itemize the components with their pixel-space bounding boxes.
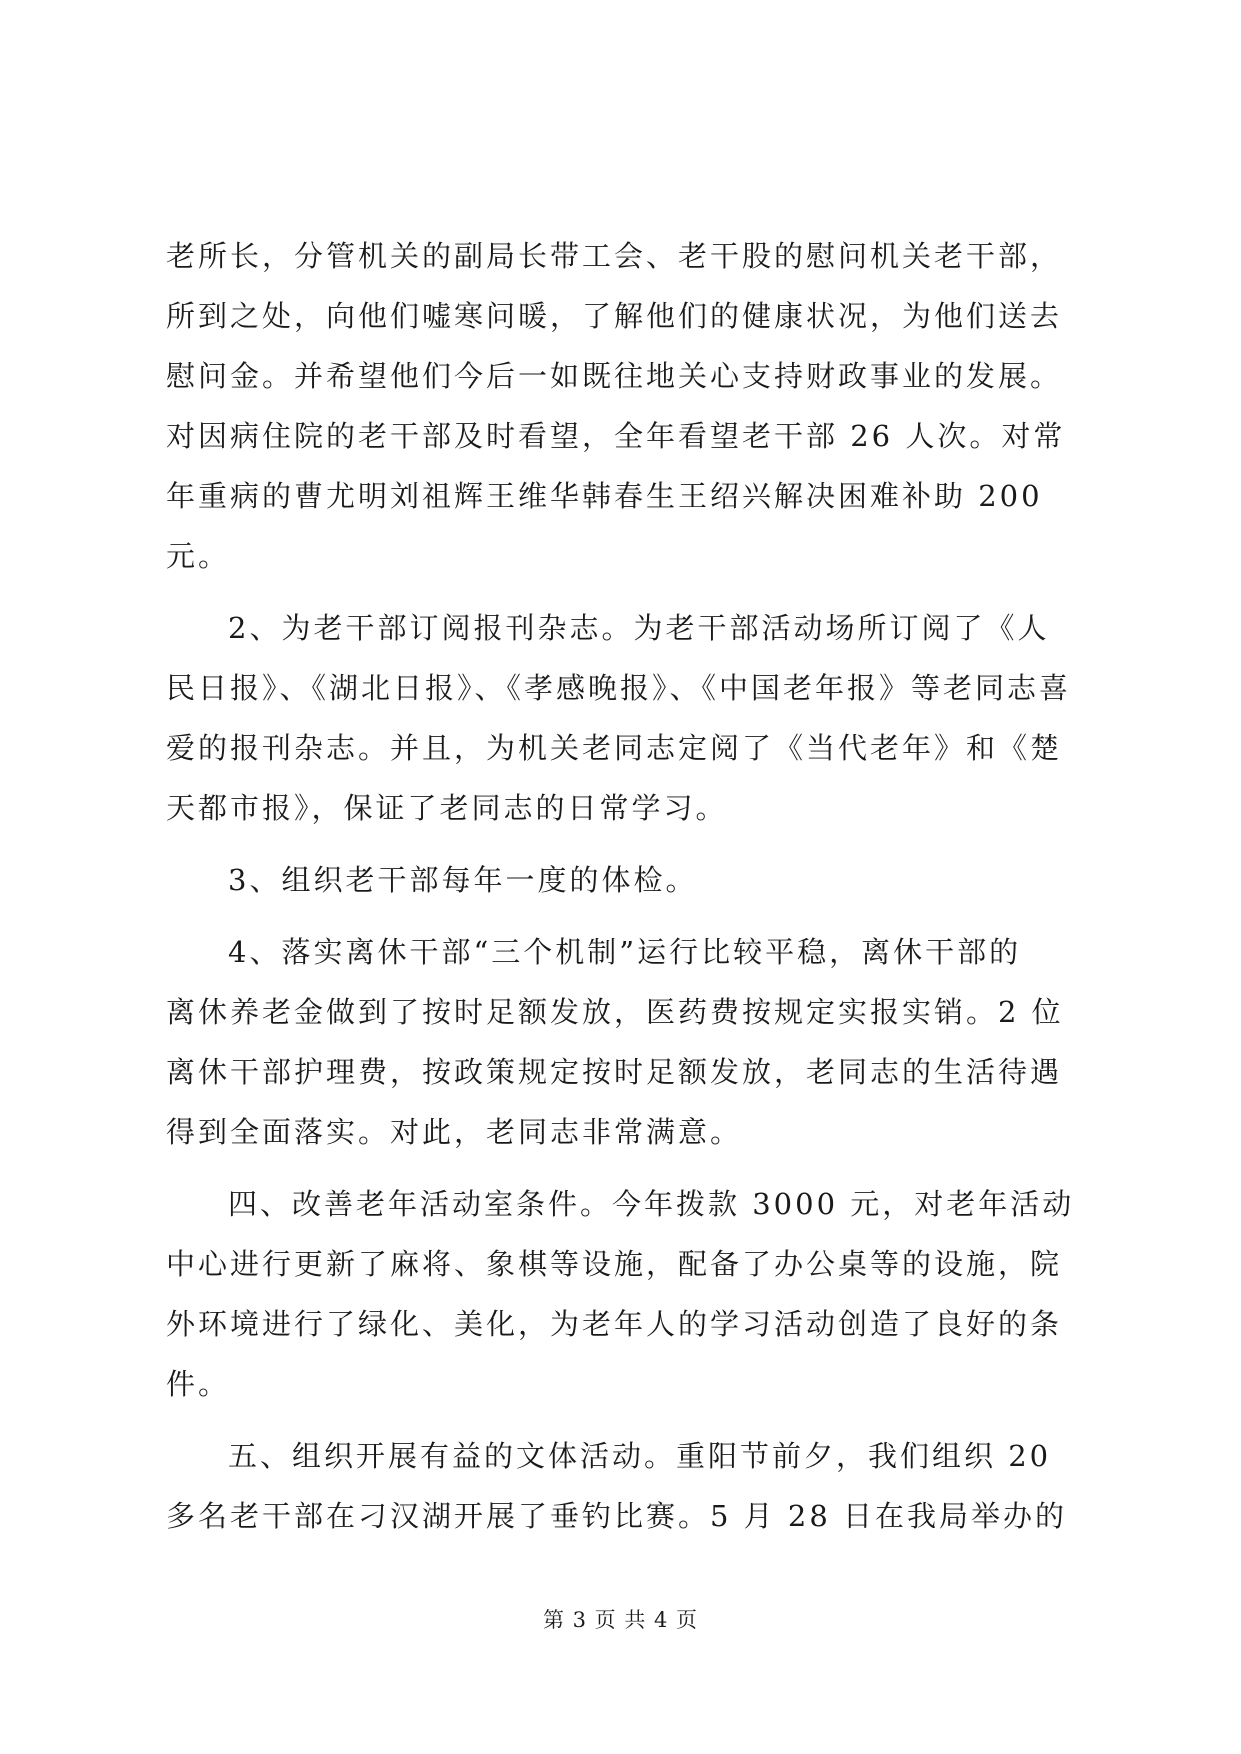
- text-line: 爱的报刊杂志。并且，为机关老同志定阅了《当代老年》和《楚: [166, 731, 1063, 765]
- text-line: 件。: [166, 1367, 231, 1401]
- text-line: 外环境进行了绿化、美化，为老年人的学习活动创造了良好的条: [166, 1307, 1063, 1341]
- text-line: 慰问金。并希望他们今后一如既往地关心支持财政事业的发展。: [166, 359, 1063, 393]
- text-line: 老所长，分管机关的副局长带工会、老干股的慰问机关老干部，: [166, 239, 1063, 273]
- text-line: 天都市报》，保证了老同志的日常学习。: [166, 791, 728, 825]
- text-line: 元。: [166, 539, 231, 573]
- paragraph: [166, 598, 1086, 838]
- paragraph: [166, 226, 1086, 586]
- text-line: 得到全面落实。对此，老同志非常满意。: [166, 1115, 743, 1149]
- text-line: 四、改善老年活动室条件。今年拨款 3000 元，对老年活动: [228, 1187, 1075, 1221]
- text-line: 离休养老金做到了按时足额发放，医药费按规定实报实销。2 位: [166, 995, 1064, 1029]
- paragraph: [166, 850, 1086, 910]
- page-footer: 第 3 页 共 4 页: [542, 1608, 699, 1632]
- text-line: 民日报》、《湖北日报》、《孝感晚报》、《中国老年报》等老同志喜: [166, 671, 1072, 705]
- text-line: 所到之处，向他们嘘寒问暖，了解他们的健康状况，为他们送去: [166, 299, 1063, 333]
- text-line: 对因病住院的老干部及时看望，全年看望老干部 26 人次。对常: [166, 419, 1066, 453]
- text-line: 3、组织老干部每年一度的体检。: [228, 863, 698, 897]
- paragraph: [166, 1174, 1086, 1414]
- text-line: 中心进行更新了麻将、象棋等设施，配备了办公桌等的设施，院: [166, 1247, 1063, 1281]
- text-line: 离休干部护理费，按政策规定按时足额发放，老同志的生活待遇: [166, 1055, 1063, 1089]
- text-line: 2、为老干部订阅报刊杂志。为老干部活动场所订阅了《人: [228, 611, 1050, 645]
- paragraph: [166, 1426, 1086, 1546]
- text-line: 多名老干部在刁汉湖开展了垂钓比赛。5 月 28 日在我局举办的: [166, 1499, 1068, 1533]
- text-line: 五、组织开展有益的文体活动。重阳节前夕，我们组织 20: [228, 1439, 1052, 1473]
- paragraph: [166, 922, 1086, 1162]
- text-line: 4、落实离休干部“三个机制”运行比较平稳，离休干部的: [228, 935, 1022, 969]
- text-line: 年重病的曹尤明刘祖辉王维华韩春生王绍兴解决困难补助 200: [166, 479, 1043, 513]
- document-body: [166, 226, 1086, 1546]
